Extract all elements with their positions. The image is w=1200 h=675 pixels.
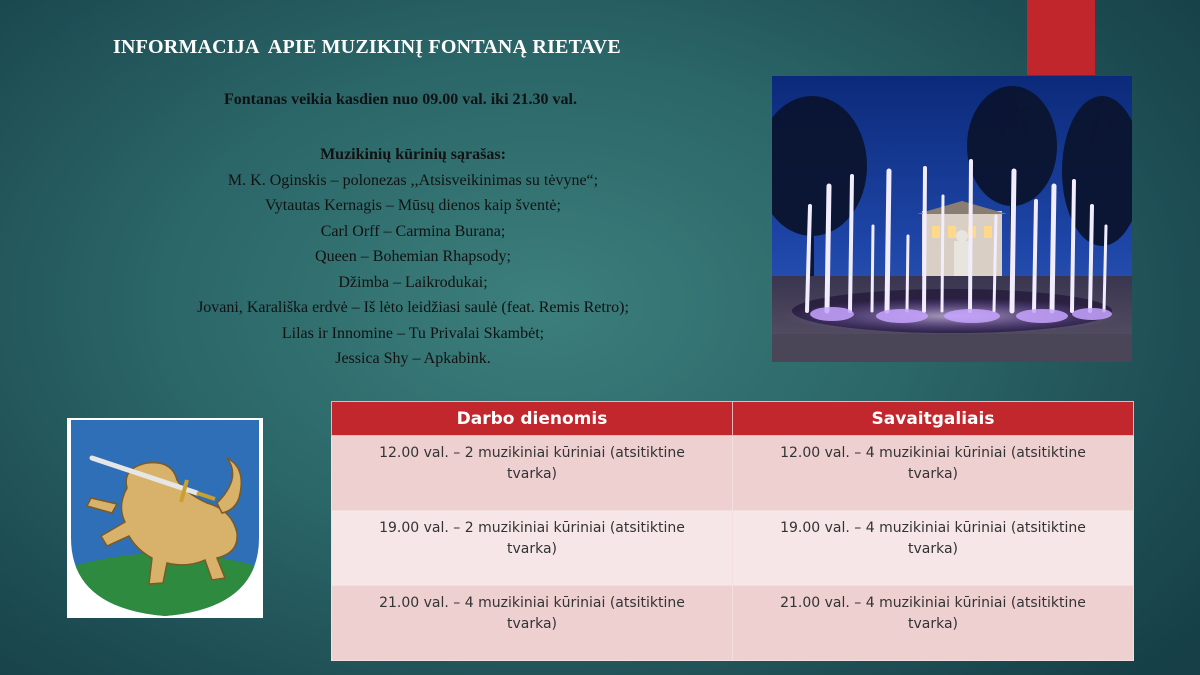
table-row	[332, 586, 1134, 661]
song-item: Queen – Bohemian Rhapsody;	[315, 248, 511, 265]
song-item: Vytautas Kernagis – Mūsų dienos kaip šventė;	[265, 197, 561, 214]
table-cell: 19.00 val. – 2 muzikiniai kūriniai (atsitiktine tvarka)	[332, 511, 733, 586]
table-cell: 19.00 val. – 4 muzikiniai kūriniai (atsitiktine tvarka)	[733, 511, 1134, 586]
song-item: Lilas ir Innomine – Tu Privalai Skambėt;	[281, 324, 545, 342]
song-item: Carl Orff – Carmina Burana;	[320, 222, 506, 240]
song-item: Džimba – Laikrodukai;	[338, 273, 488, 291]
song-list	[113, 142, 713, 372]
song-item: Jovani, Karališka erdvė – Iš lėto leidžiasi saulė (feat. Remis Retro);	[197, 299, 629, 316]
table-cell: 12.00 val. – 4 muzikiniai kūriniai (atsitiktine tvarka)	[733, 436, 1134, 511]
fountain-photo	[772, 76, 1132, 362]
table-cell: 12.00 val. – 2 muzikiniai kūriniai (atsitiktine tvarka)	[332, 436, 733, 511]
table-row	[332, 436, 1134, 511]
table-cell: 21.00 val. – 4 muzikiniai kūriniai (atsitiktine tvarka)	[332, 586, 733, 661]
schedule-header-row	[332, 402, 1134, 436]
coat-of-arms	[67, 418, 263, 618]
opening-hours: Fontanas veikia kasdien nuo 09.00 val. iki 21.30 val.	[224, 91, 577, 108]
schedule-table	[331, 401, 1134, 661]
column-header-weekdays: Darbo dienomis	[332, 402, 733, 436]
red-accent-tab	[1027, 0, 1095, 75]
song-item: Jessica Shy – Apkabink.	[335, 350, 491, 367]
song-list-heading: Muzikinių kūrinių sąrašas:	[320, 146, 506, 163]
table-row	[332, 511, 1134, 586]
song-item: M. K. Oginskis – polonezas ,,Atsisveikinimas su tėvyne“;	[227, 171, 599, 189]
slide-title: INFORMACIJA APIE MUZIKINĮ FONTANĄ RIETAVE	[113, 36, 621, 58]
column-header-weekends: Savaitgaliais	[733, 402, 1134, 436]
table-cell: 21.00 val. – 4 muzikiniai kūriniai (atsitiktine tvarka)	[733, 586, 1134, 661]
